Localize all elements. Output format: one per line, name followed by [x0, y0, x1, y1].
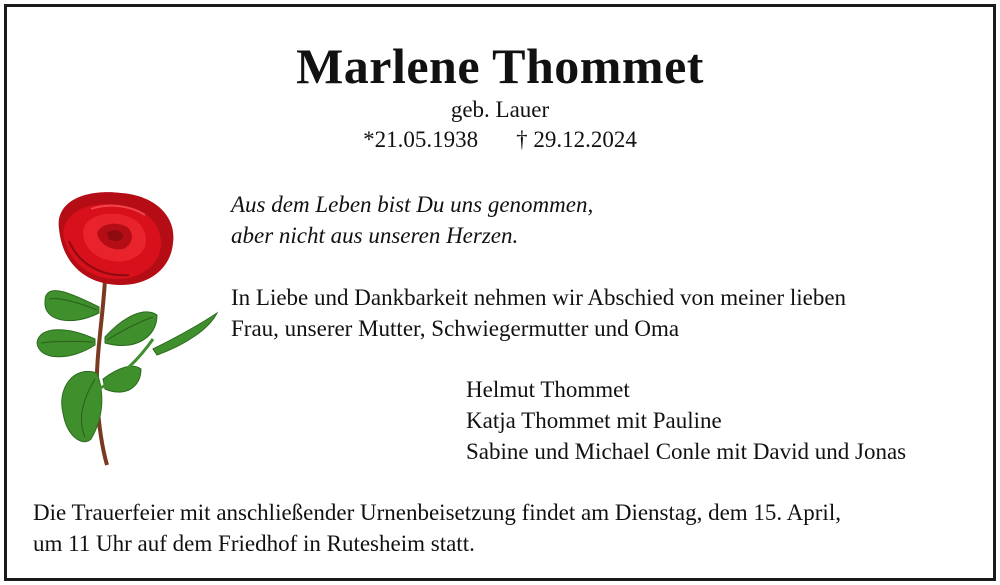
farewell-line: In Liebe und Dankbarkeit nehmen wir Abschied von meiner lieben: [231, 285, 847, 310]
mourners-list: [466, 374, 906, 467]
funeral-line: um 11 Uhr auf dem Friedhof in Rutesheim statt.: [33, 531, 475, 556]
maiden-name: geb. Lauer: [450, 97, 550, 122]
life-dates: [7, 127, 993, 153]
mourner-name: Sabine und Michael Conle mit David und Jonas: [466, 439, 907, 464]
deceased-name: Marlene Thommet: [296, 38, 704, 94]
mourner-name: Katja Thommet mit Pauline: [466, 408, 722, 433]
mourner-name: Helmut Thommet: [466, 377, 630, 402]
funeral-line: Die Trauerfeier mit anschließender Urnenbeisetzung findet am Dienstag, dem 15. April,: [33, 500, 841, 525]
obituary-notice: [4, 4, 996, 581]
farewell-line: Frau, unserer Mutter, Schwiegermutter und Oma: [231, 316, 680, 341]
rose-icon: [33, 189, 223, 469]
verse-line: aber nicht aus unseren Herzen.: [231, 223, 519, 248]
death-date: † 29.12.2024: [516, 127, 637, 152]
birth-date: *21.05.1938: [363, 127, 479, 152]
memorial-verse: [231, 189, 593, 251]
farewell-text: [231, 282, 846, 344]
funeral-details: [33, 497, 841, 559]
verse-line: Aus dem Leben bist Du uns genommen,: [231, 192, 594, 217]
